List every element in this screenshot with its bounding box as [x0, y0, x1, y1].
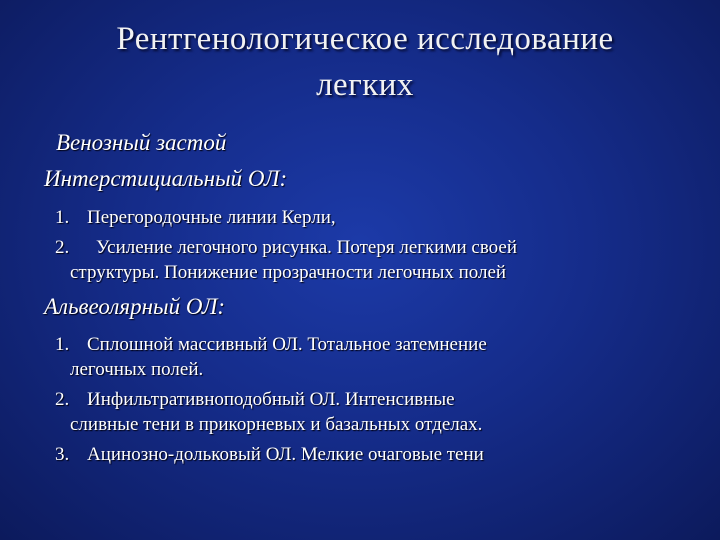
item-number: 2.	[55, 389, 70, 410]
title-line-2: легких	[316, 67, 414, 103]
item-continuation: структуры. Понижение прозрачности легочных полей	[70, 262, 507, 283]
item-number: 1.	[55, 207, 70, 228]
alveolar-heading: Альвеолярный ОЛ:	[44, 294, 226, 319]
item-number: 1.	[55, 334, 70, 355]
interstitial-heading: Интерстициальный ОЛ:	[44, 166, 288, 191]
slide-title	[20, 16, 710, 108]
item-text: Перегородочные линии Керли,	[87, 207, 336, 228]
list-item	[55, 389, 455, 411]
list-item	[55, 237, 517, 259]
title-line-1: Рентгенологическое исследование	[116, 21, 614, 57]
item-number: 2.	[55, 237, 70, 258]
venous-congestion-heading: Венозный застой	[56, 130, 227, 155]
list-item	[55, 444, 484, 466]
item-number: 3.	[55, 444, 70, 465]
item-text: Инфильтративноподобный ОЛ. Интенсивные	[87, 389, 455, 410]
list-item	[55, 334, 487, 356]
item-text: Усиление легочного рисунка. Потеря легкими своей	[96, 237, 517, 258]
item-text: Ацинозно-дольковый ОЛ. Мелкие очаговые тени	[87, 444, 484, 465]
item-continuation: легочных полей.	[70, 359, 204, 380]
item-continuation: сливные тени в прикорневых и базальных отделах.	[70, 414, 483, 435]
item-text: Сплошной массивный ОЛ. Тотальное затемнение	[87, 334, 487, 355]
list-item	[55, 207, 336, 229]
